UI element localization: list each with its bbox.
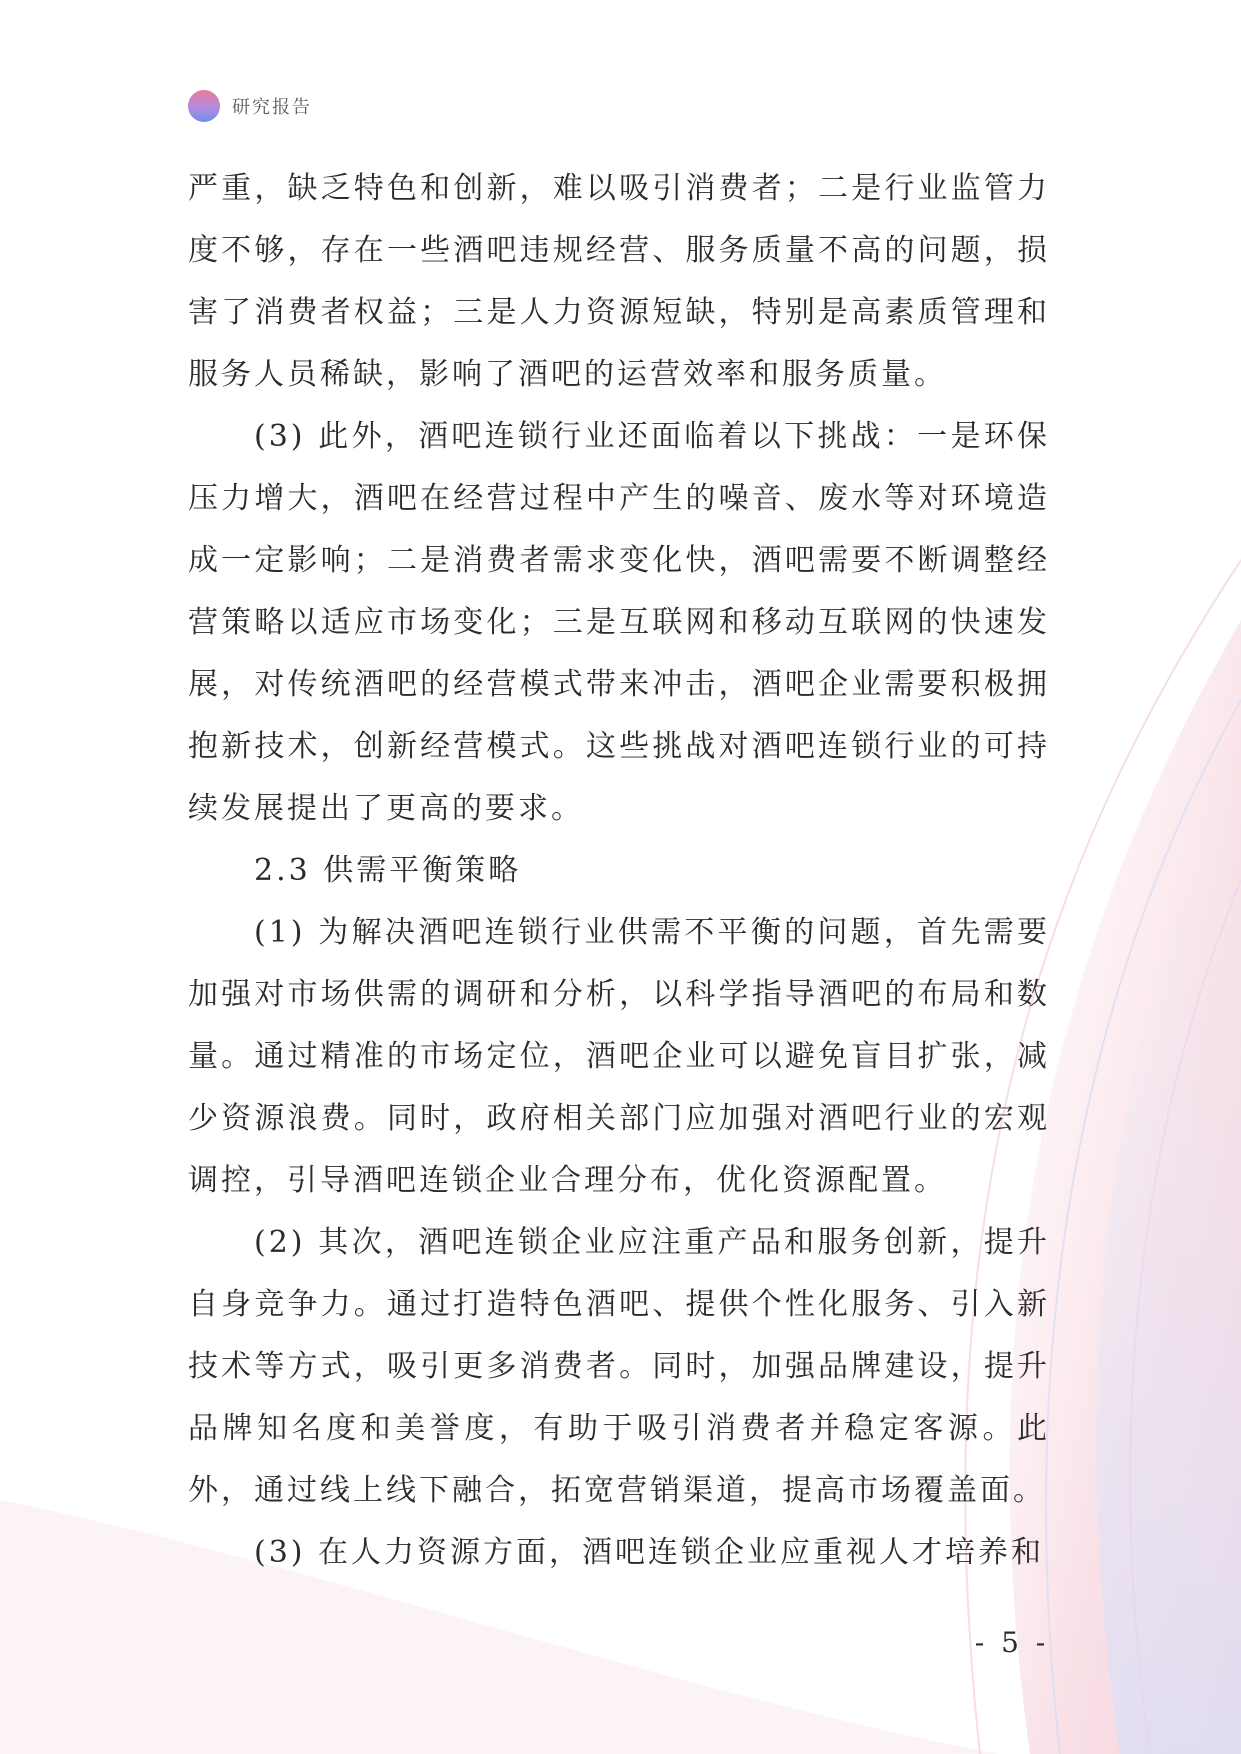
paragraph: (3) 此外，酒吧连锁行业还面临着以下挑战：一是环保压力增大，酒吧在经营过程中产生的噪音、废水等对环境造成一定影响；二是消费者需求变化快，酒吧需要不断调整经营策略以适应市场变化；三是互联网和移动互联网的快速发展，对传统酒吧的经营模式带来冲击，酒吧企业需要积极拥抱新技术，创新经营模式。这些挑战对酒吧连锁行业的可持续发展提出了更高的要求。	[188, 419, 1050, 826]
report-header	[188, 88, 312, 124]
paragraph: (2) 其次，酒吧连锁企业应注重产品和服务创新，提升自身竞争力。通过打造特色酒吧、提供个性化服务、引入新技术等方式，吸引更多消费者。同时，加强品牌建设，提升品牌知名度和美誉度，有助于吸引消费者并稳定客源。此外，通过线上线下融合，拓宽营销渠道，提高市场覆盖面。	[188, 1225, 1050, 1508]
document-body	[188, 158, 1050, 1584]
paragraph: (3) 在人力资源方面，酒吧连锁企业应重视人才培养和	[254, 1535, 1045, 1570]
paragraph: 严重，缺乏特色和创新，难以吸引消费者；二是行业监管力度不够，存在一些酒吧违规经营、服务质量不高的问题，损害了消费者权益；三是人力资源短缺，特别是高素质管理和服务人员稀缺，影响了酒吧的运营效率和服务质量。	[188, 171, 1050, 392]
page-number: - 5 -	[974, 1626, 1050, 1659]
header-title: 研究报告	[232, 97, 312, 118]
logo-circle-icon	[188, 90, 220, 122]
paragraph: (1) 为解决酒吧连锁行业供需不平衡的问题，首先需要加强对市场供需的调研和分析，以科学指导酒吧的布局和数量。通过精准的市场定位，酒吧企业可以避免盲目扩张，减少资源浪费。同时，政府相关部门应加强对酒吧行业的宏观调控，引导酒吧连锁企业合理分布，优化资源配置。	[188, 915, 1050, 1198]
section-heading: 2.3 供需平衡策略	[254, 853, 522, 888]
